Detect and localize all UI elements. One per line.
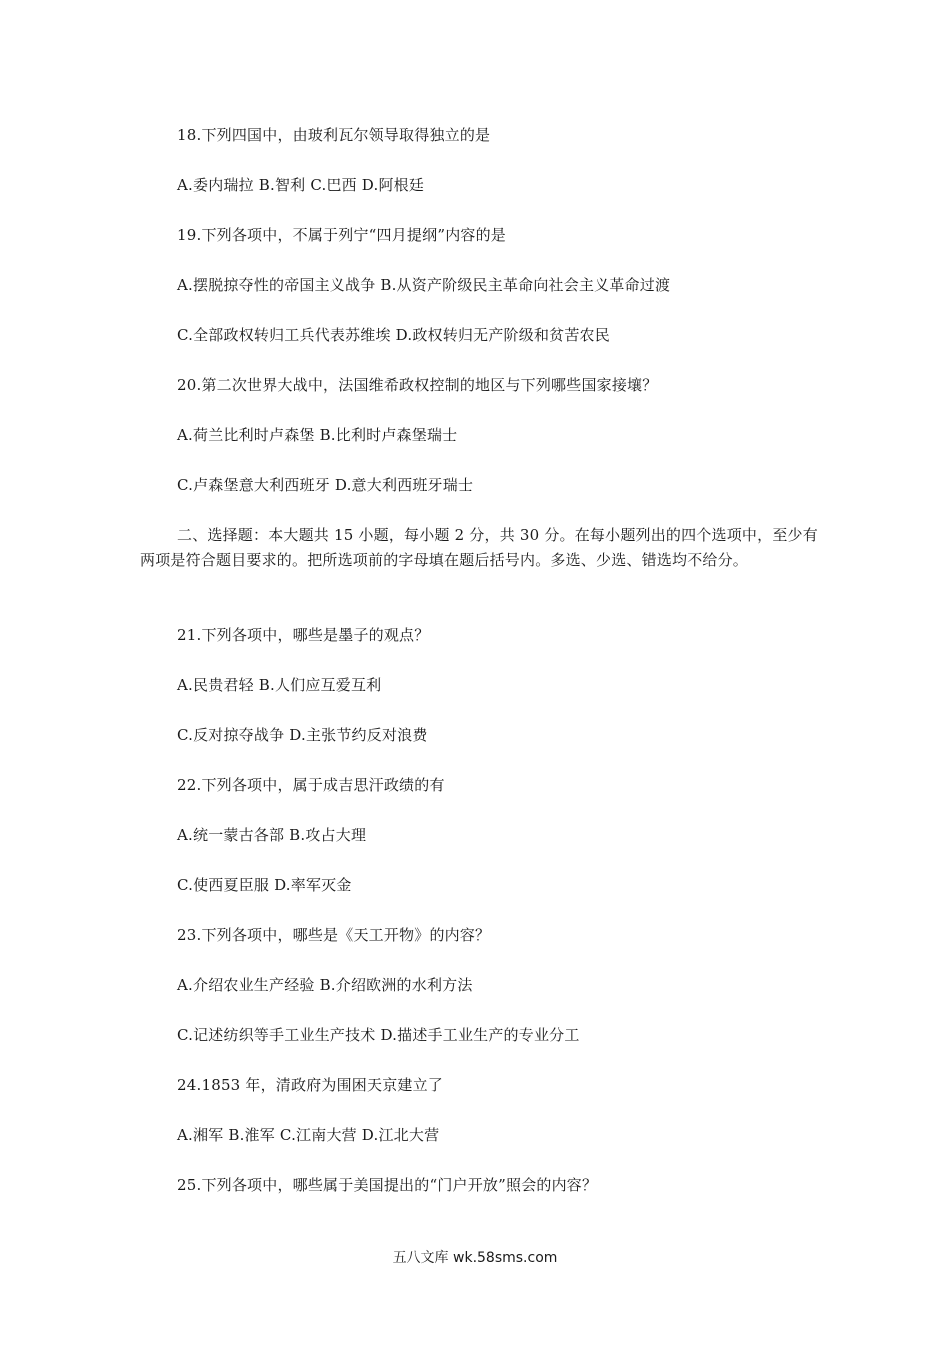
question-20-options-cd: C.卢森堡意大利西班牙 D.意大利西班牙瑞士 [177,476,474,494]
question-21-options-ab: A.民贵君轻 B.人们应互爱互利 [177,676,382,694]
question-22: 22.下列各项中，属于成吉思汗政绩的有 [177,776,445,794]
question-19-options-ab: A.摆脱掠夺性的帝国主义战争 B.从资产阶级民主革命向社会主义革命过渡 [177,276,671,294]
question-19-options-cd: C.全部政权转归工兵代表苏维埃 D.政权转归无产阶级和贫苦农民 [177,326,610,344]
question-24: 24.1853 年，清政府为围困天京建立了 [177,1076,443,1094]
page-footer: 五八文库 wk.58sms.com [392,1250,558,1266]
question-22-options-cd: C.使西夏臣服 D.率军灭金 [177,876,352,894]
question-24-options: A.湘军 B.淮军 C.江南大营 D.江北大营 [177,1126,440,1144]
question-23-options-cd: C.记述纺织等手工业生产技术 D.描述手工业生产的专业分工 [177,1026,580,1044]
question-21: 21.下列各项中，哪些是墨子的观点？ [177,626,430,644]
question-18: 18.下列四国中，由玻利瓦尔领导取得独立的是 [177,126,491,144]
section-two-intro [140,523,820,573]
question-23-options-ab: A.介绍农业生产经验 B.介绍欧洲的水利方法 [177,976,473,994]
question-20: 20.第二次世界大战中，法国维希政权控制的地区与下列哪些国家接壤？ [177,376,658,394]
question-19: 19.下列各项中，不属于列宁“四月提纲”内容的是 [177,226,506,244]
section-two-intro-text: 二、选择题：本大题共 15 小题，每小题 2 分，共 30 分。在每小题列出的四个选项中，至少有两项是符合题目要求的。把所选项前的字母填在题后括号内。多选、少选、错选均不给分。 [140,526,818,569]
question-21-options-cd: C.反对掠夺战争 D.主张节约反对浪费 [177,726,428,744]
question-25: 25.下列各项中，哪些属于美国提出的“门户开放”照会的内容？ [177,1176,598,1194]
question-18-options: A.委内瑞拉 B.智利 C.巴西 D.阿根廷 [177,176,425,194]
question-22-options-ab: A.统一蒙古各部 B.攻占大理 [177,826,367,844]
question-23: 23.下列各项中，哪些是《天工开物》的内容？ [177,926,491,944]
question-20-options-ab: A.荷兰比利时卢森堡 B.比利时卢森堡瑞士 [177,426,458,444]
